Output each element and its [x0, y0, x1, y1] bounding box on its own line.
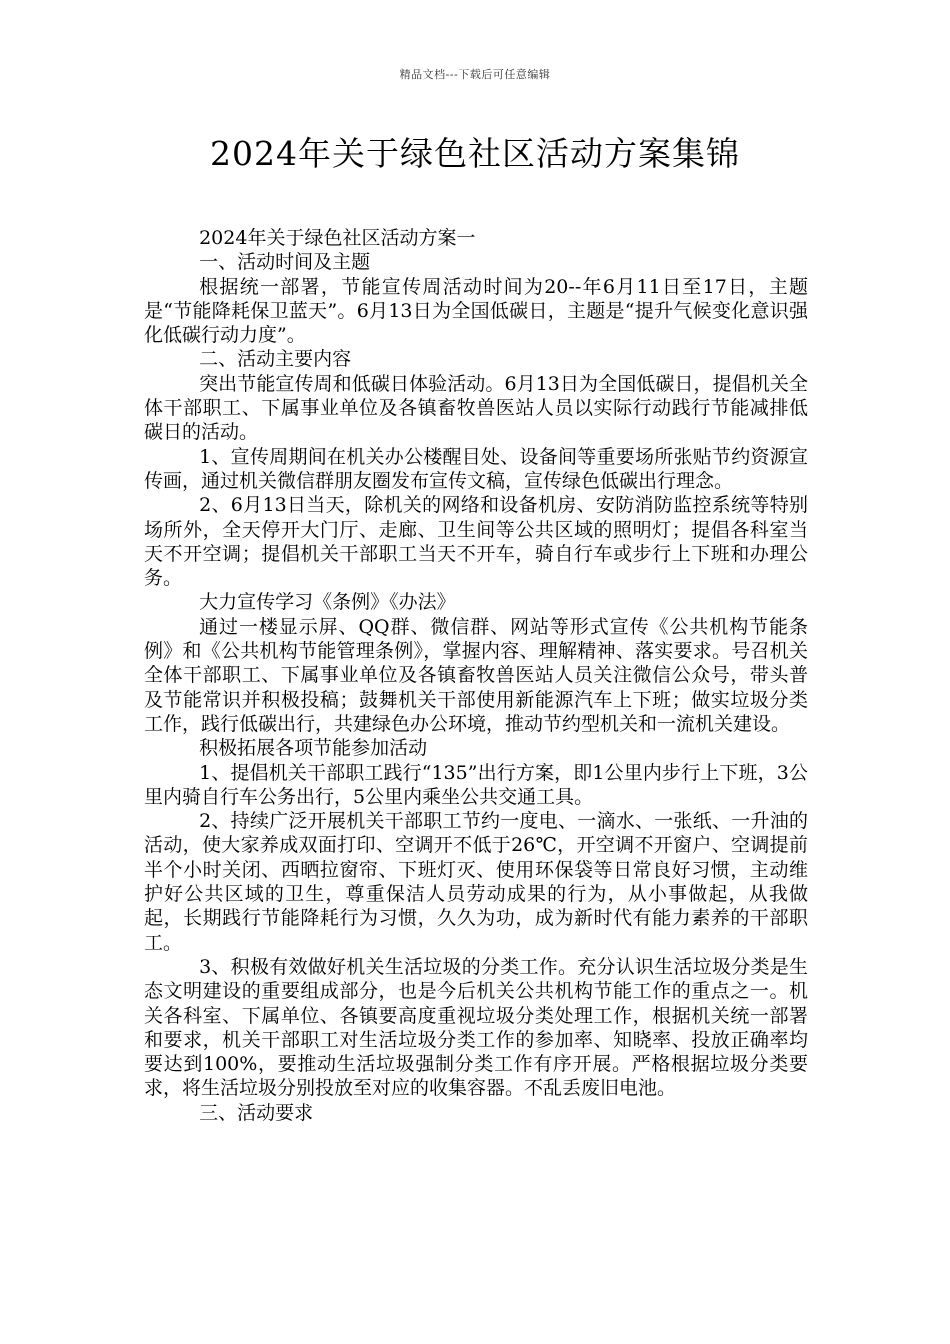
document-title: 2024年关于绿色社区活动方案集锦	[210, 134, 740, 173]
header-note: 精品文档---下载后可任意编辑	[399, 68, 551, 81]
section-heading-requirements: 三、活动要求	[199, 1101, 314, 1124]
section-heading-activities: 积极拓展各项节能参加活动	[199, 737, 428, 760]
section-heading-time-theme: 一、活动时间及主题	[199, 251, 371, 274]
paragraph-time-theme: 根据统一部署，节能宣传周活动时间为20--年6月11日至17日，主题是“节能降耗保卫蓝天”。6月13日为全国低碳日，主题是“提升气候变化意识强化低碳行动力度”。	[144, 275, 808, 347]
paragraph-activity-1: 1、提倡机关干部职工践行“135”出行方案，即1公里内步行上下班，3公里内骑自行车公务出行，5公里内乘坐公共交通工具。	[144, 761, 808, 808]
section-heading-main-content: 二、活动主要内容	[199, 348, 352, 371]
paragraph-activity-3: 3、积极有效做好机关生活垃圾的分类工作。充分认识生活垃圾分类是生态文明建设的重要组成部分，也是今后机关公共机构节能工作的重点之一。机关各科室、下属单位、各镇要高度重视垃圾分类处理工作，根据机关统一部署和要求，机关干部职工对生活垃圾分类工作的参加率、知晓率、投放正确率均要达到100%，要推动生活垃圾强制分类工作有序开展。严格根据垃圾分类要求，将生活垃圾分别投放至对应的收集容器。不乱丢废旧电池。	[144, 955, 808, 1100]
section-heading-regulations: 大力宣传学习《条例》《办法》	[199, 591, 456, 614]
paragraph-regulations: 通过一楼显示屏、QQ群、微信群、网站等形式宣传《公共机构节能条例》和《公共机构节能管理条例》，掌握内容、理解精神、落实要求。号召机关全体干部职工、下属事业单位及各镇畜牧兽医站人员关注微信公众号，带头普及节能常识并积极投稿；鼓舞机关干部使用新能源汽车上下班；做实垃圾分类工作，践行低碳出行，共建绿色办公环境，推动节约型机关和一流机关建设。	[144, 615, 808, 735]
paragraph-item-1: 1、宣传周期间在机关办公楼醒目处、设备间等重要场所张贴节约资源宣传画，通过机关微信群朋友圈发布宣传文稿，宣传绿色低碳出行理念。	[144, 445, 808, 492]
section-heading-plan-one: 2024年关于绿色社区活动方案一	[199, 227, 476, 249]
paragraph-main-content: 突出节能宣传周和低碳日体验活动。6月13日为全国低碳日，提倡机关全体干部职工、下属事业单位及各镇畜牧兽医站人员以实际行动践行节能减排低碳日的活动。	[144, 372, 808, 444]
document-body	[144, 226, 808, 1125]
paragraph-activity-2: 2、持续广泛开展机关干部职工节约一度电、一滴水、一张纸、一升油的活动，使大家养成双面打印、空调开不低于26℃，开空调不开窗户、空调提前半个小时关闭、西晒拉窗帘、下班灯灭、使用环保袋等日常良好习惯，主动维护好公共区域的卫生，尊重保洁人员劳动成果的行为，从小事做起，从我做起，长期践行节能降耗行为习惯，久久为功，成为新时代有能力素养的干部职工。	[144, 810, 808, 954]
paragraph-item-2: 2、6月13日当天，除机关的网络和设备机房、安防消防监控系统等特别场所外，全天停开大门厅、走廊、卫生间等公共区域的照明灯；提倡各科室当天不开空调；提倡机关干部职工当天不开车，骑自行车或步行上下班和办理公务。	[144, 494, 808, 590]
